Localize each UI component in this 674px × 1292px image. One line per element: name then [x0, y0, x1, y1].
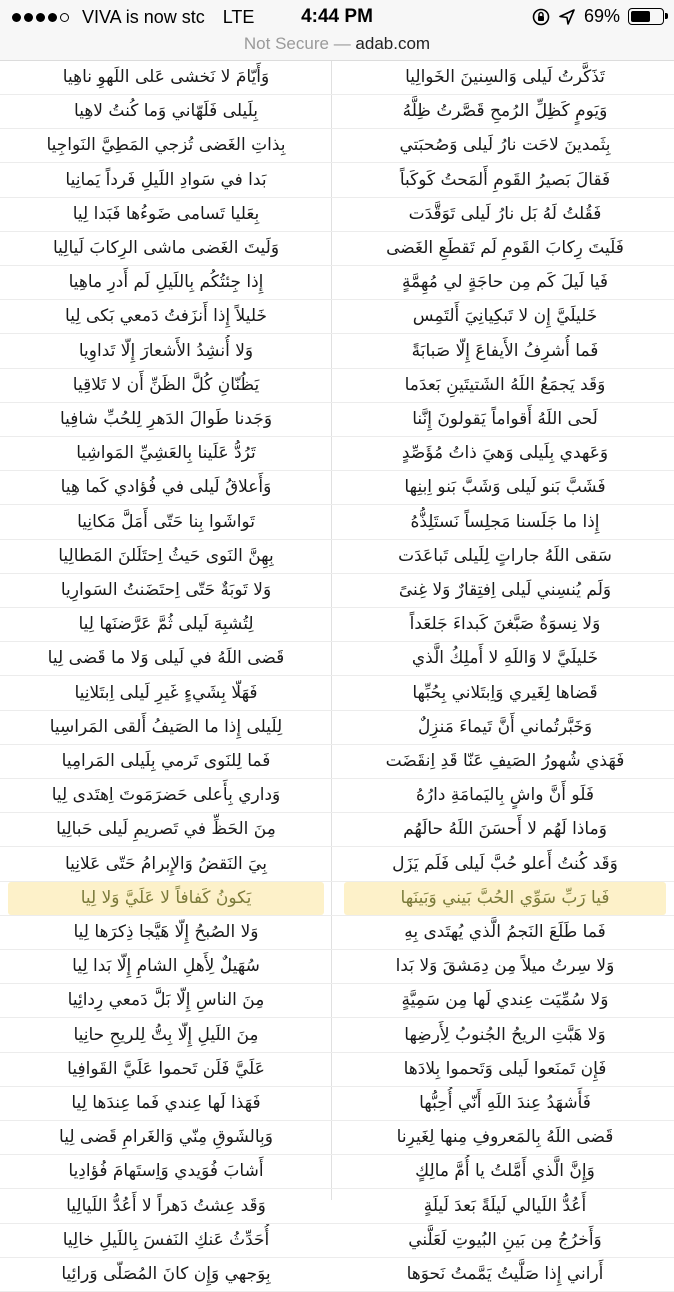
verse-second-hemistich: سُهَيلٌ لِأَهلِ الشامِ إِلّا بَدا لِيا	[72, 956, 260, 977]
verse-first-hemistich: إِذا ما جَلَسنا مَجلِساً نَستَلِذُّهُ	[410, 511, 600, 532]
verse-first-hemistich: خَليلَيَّ لا وَاللَهِ لا أَملِكُ الَّذي	[411, 648, 599, 669]
verse-row	[0, 164, 674, 198]
verse-row	[0, 506, 674, 540]
verse-first-hemistich: وَلا نِسوَةٌ صَبَّغنَ كَبداءَ جَلعَداً	[409, 614, 601, 635]
verse-row	[0, 745, 674, 779]
verse-second-hemistich: خَليلاً إِذا أَنزَفتُ دَمعي بَكى لِيا	[65, 306, 267, 327]
status-right	[532, 6, 664, 27]
verse-row	[0, 916, 674, 950]
verse-row	[0, 1087, 674, 1121]
verse-second-hemistich: لِتُشبِهَ لَيلى ثُمَّ عَرَّضنَها لِيا	[78, 614, 254, 635]
verse-second-hemistich: وَلا تَوبَةٌ حَتّى اِحتَضَنتُ السَوارِيا	[60, 580, 272, 600]
verse-row	[0, 369, 674, 403]
verse-first-hemistich: تَذَكَّرتُ لَيلى وَالسِنينَ الخَوالِيا	[405, 67, 605, 87]
network-type: LTE	[222, 7, 255, 27]
verse-second-hemistich: يَظُنّانِ كُلَّ الظَنِّ أَن لا تَلاقِيا	[72, 374, 260, 395]
verse-second-hemistich: أُحَدِّثُ عَنكِ النَفسَ بِاللَيلِ خالِيا	[62, 1229, 270, 1250]
verse-first-hemistich: فَلَو أَنَّ واشٍ بِاليَمامَةِ دارُهُ	[416, 785, 594, 806]
verse-first-hemistich: وَلا سِرتُ ميلاً مِن دِمَشقَ وَلا بَدا	[395, 956, 615, 977]
verse-row	[0, 642, 674, 676]
verse-row	[0, 984, 674, 1018]
verse-second-hemistich: مِنَ الحَظِّ في تَصريمِ لَيلى حَبالِيا	[56, 819, 276, 840]
verse-row	[0, 232, 674, 266]
security-label: Not Secure	[243, 34, 329, 53]
verse-first-hemistich: فَما أُشرِفُ الأَيفاعَ إِلّا صَبابَةً	[411, 340, 599, 361]
verse-first-hemistich: لَحى اللَهُ أَقواماً يَقولونَ إِنَّنا	[412, 409, 598, 429]
verse-first-hemistich: وَقَد يَجمَعُ اللَهُ الشَتيتَينِ بَعدَما	[404, 374, 606, 395]
verse-first-hemistich: خَليلَيَّ إِن لا تَبكِيانِيَ أَلتَمِس	[412, 306, 598, 327]
verse-second-hemistich: بِعَليا تَسامى ضَوءُها فَبَدا لِيا	[72, 203, 260, 224]
verse-first-hemistich: وَخَبَّرتُماني أَنَّ تَيماءَ مَنزِلٌ	[417, 716, 593, 737]
verse-row	[0, 779, 674, 813]
clock: 4:44 PM	[301, 6, 373, 27]
domain-label: adab.com	[355, 34, 431, 53]
verse-first-hemistich: فَيا رَبِّ سَوِّي الحُبَّ بَيني وَبَينَها	[344, 882, 666, 915]
verse-row	[0, 608, 674, 642]
verse-row	[0, 711, 674, 745]
verse-row	[0, 1155, 674, 1189]
verse-first-hemistich: فَلَيتَ رِكابَ القَومِ لَم تَقطَعِ الغَضى	[386, 238, 624, 258]
verse-second-hemistich: بَدا في سَوادِ اللَيلِ فَرداً يَمانِيا	[65, 169, 267, 190]
verse-first-hemistich: فَهَذي شُهورُ الصَيفِ عَنّا قَدِ اِنقَضَت	[385, 751, 625, 771]
verse-second-hemistich: عَلَيَّ فَلَن تَحموا عَلَيَّ القَوافِيا	[67, 1058, 265, 1079]
address-bar[interactable]	[0, 34, 674, 61]
verse-first-hemistich: أَراني إِذا صَلَّيتُ يَمَّمتُ نَحوَها	[406, 1264, 604, 1284]
verse-first-hemistich: وَيَومٍ كَظِلِّ الرُمحِ قَصَّرتُ ظِلَّهُ	[402, 101, 608, 122]
verse-second-hemistich: فَهَلّا بِشَيءٍ غَيرِ لَيلى اِبتَلانِيا	[74, 682, 258, 703]
verse-row	[0, 471, 674, 505]
verse-second-hemistich: بِذاتِ الغَضى تُزجي المَطِيَّ النَواجِيا	[46, 135, 286, 156]
verse-second-hemistich: وَلا أُنشِدُ الأَشعارَ إِلّا تَداوِيا	[78, 340, 254, 361]
verse-second-hemistich: وَداري بِأَعلى حَضرَمَوتَ اِهتَدى لِيا	[51, 785, 281, 806]
verse-first-hemistich: فَأَشهَدُ عِندَ اللَهِ أَنّي أُحِبُّها	[419, 1093, 591, 1113]
verse-row	[0, 266, 674, 300]
verse-first-hemistich: وَقَد كُنتُ أَعلو حُبَّ لَيلى فَلَم يَزَل	[392, 853, 618, 874]
verse-second-hemistich: بِهِنَّ النَوى حَيثُ اِحتَلَلنَ المَطالِيا	[58, 545, 274, 566]
verse-first-hemistich: سَقى اللَهُ جاراتٍ لِلَيلى تَباعَدَت	[398, 545, 612, 566]
verse-row	[0, 1224, 674, 1258]
verse-row	[0, 813, 674, 847]
verse-first-hemistich: فَقالَ بَصيرُ القَومِ أَلمَحتُ كَوكَباً	[399, 169, 611, 190]
battery-level	[631, 11, 650, 22]
verse-first-hemistich: وَلا هَبَّتِ الريحُ الجُنوبُ لِأَرضِها	[404, 1024, 606, 1045]
verse-first-hemistich: فَشَبَّ بَنو لَيلى وَشَبَّ بَنو اِبنِها	[404, 477, 606, 498]
verse-row	[0, 1053, 674, 1087]
battery-percent: 69%	[583, 6, 620, 26]
verse-row	[0, 95, 674, 129]
verse-row	[0, 882, 674, 916]
verse-first-hemistich: وَلَم يُنسِني لَيلى اِفتِقارٌ وَلا غِنىً	[398, 580, 612, 600]
verse-row	[0, 403, 674, 437]
verse-row	[0, 437, 674, 471]
poem-content	[0, 61, 674, 1284]
verse-row	[0, 335, 674, 369]
battery-icon	[628, 8, 664, 25]
verse-row	[0, 1121, 674, 1155]
location-arrow-icon	[559, 9, 575, 25]
verse-first-hemistich: فَقُلتُ لَهُ بَل نارُ لَيلى تَوَقَّدَت	[408, 203, 602, 224]
verse-second-hemistich: فَهَذا لَها عِندي فَما عِندَها لِيا	[71, 1093, 261, 1113]
verse-second-hemistich: وَلَيتَ الغَضى ماشى الرِكابَ لَيالِيا	[52, 238, 280, 258]
verse-second-hemistich: وَقَد عِشتُ دَهراً لا أَعُدُّ اللَيالِيا	[66, 1195, 266, 1216]
verse-first-hemistich: وَأَخرُجُ مِن بَينِ البُيوتِ لَعَلَّني	[408, 1229, 602, 1250]
verse-row	[0, 950, 674, 984]
verse-row	[0, 198, 674, 232]
rotation-lock-icon	[532, 8, 550, 26]
verse-second-hemistich: يَكونُ كَفافاً لا عَلَيَّ وَلا لِيا	[8, 882, 324, 915]
verse-second-hemistich: بِيَ النَقضُ وَالإِبرامُ حَتّى عَلانِيا	[64, 853, 268, 874]
verse-row	[0, 61, 674, 95]
verse-first-hemistich: فَما طَلَعَ النَجمُ الَّذي يُهتَدى بِهِ	[404, 922, 606, 942]
verse-first-hemistich: وَإِنَّ الَّذي أَمَّلتُ يا أُمَّ مالِكٍ	[415, 1161, 595, 1182]
verse-first-hemistich: قَضاها لِغَيري وَاِبتَلاني بِحُبِّها	[412, 682, 598, 703]
verse-row	[0, 1258, 674, 1292]
verse-second-hemistich: بِلَيلى فَلَهّاني وَما كُنتُ لاهِيا	[74, 101, 258, 122]
verse-second-hemistich: مِنَ اللَيلِ إِلّا بِتُّ لِلريحِ حانِيا	[73, 1024, 259, 1045]
verse-first-hemistich: فَإِن تَمنَعوا لَيلى وَتَحموا بِلادَها	[403, 1058, 607, 1079]
verse-second-hemistich: وَبِالشَوقِ مِنّي وَالغَرامِ قَضى لِيا	[59, 1127, 273, 1148]
verse-row	[0, 1019, 674, 1053]
verse-row	[0, 129, 674, 163]
verse-first-hemistich: أَعُدُّ اللَيالي لَيلَةً بَعدَ لَيلَةٍ	[423, 1195, 587, 1216]
verse-second-hemistich: وَلا الصُبحُ إِلّا هَيَّجا ذِكرَها لِيا	[73, 922, 259, 942]
verse-first-hemistich: فَيا لَيلَ كَم مِن حاجَةٍ لي مُهِمَّةٍ	[401, 272, 609, 293]
carrier-name: VIVA is now stc	[82, 7, 205, 27]
verse-first-hemistich: بِثَمدينَ لاحَت نارُ لَيلى وَصُحبَتي	[399, 135, 611, 156]
verse-second-hemistich: أَشابَ فُوَيدي وَاِستَهامَ فُؤادِيا	[68, 1161, 264, 1182]
verse-first-hemistich: وَماذا لَهُم لا أَحسَنَ اللَهُ حالَهُم	[403, 819, 607, 840]
verse-second-hemistich: مِنَ الناسِ إِلّا بَلَّ دَمعي رِدائِيا	[67, 990, 265, 1011]
verse-second-hemistich: وَأَيّامَ لا نَخشى عَلى اللَهوِ ناهِيا	[62, 67, 270, 87]
verse-second-hemistich: لِلَيلى إِذا ما الصَيفُ أَلقى المَراسِيا	[49, 716, 283, 737]
verse-first-hemistich: قَضى اللَهُ بِالمَعروفِ مِنها لِغَيرِنا	[396, 1127, 614, 1148]
verse-row	[0, 300, 674, 334]
verse-second-hemistich: وَأَعلاقُ لَيلى في فُؤادي كَما هِيا	[60, 477, 272, 498]
verse-second-hemistich: تَرُدُّ عَلَينا بِالعَشِيِّ المَواشِيا	[76, 443, 256, 464]
status-bar	[0, 0, 674, 34]
verse-second-hemistich: وَجَدنا طَوالَ الدَهرِ لِلحُبِّ شافِيا	[59, 409, 273, 429]
verse-row	[0, 677, 674, 711]
verse-second-hemistich: قَضى اللَهُ في لَيلى وَلا ما قَضى لِيا	[47, 648, 285, 669]
verse-second-hemistich: إِذا جِئتُكُم بِاللَيلِ لَم أَدرِ ماهِيا	[68, 272, 264, 293]
address-separator: —	[333, 34, 351, 53]
verse-first-hemistich: وَلا سُمِّيَت عِندي لَها مِن سَمِيَّةٍ	[401, 990, 609, 1011]
verse-row	[0, 1190, 674, 1224]
verse-second-hemistich: تَواشَوا بِنا حَتّى أَمَلَّ مَكانِيا	[77, 511, 255, 532]
verse-row	[0, 540, 674, 574]
verse-first-hemistich: وَعَهدي بِلَيلى وَهيَ ذاتُ مُؤَصِّدٍ	[401, 443, 609, 464]
verse-row	[0, 574, 674, 608]
verse-second-hemistich: بِوَجهي وَإِن كانَ المُصَلّى وَرائِيا	[61, 1264, 271, 1284]
verse-row	[0, 848, 674, 882]
verse-second-hemistich: فَما لِلنَوى تَرمي بِلَيلى المَرامِيا	[61, 751, 271, 771]
